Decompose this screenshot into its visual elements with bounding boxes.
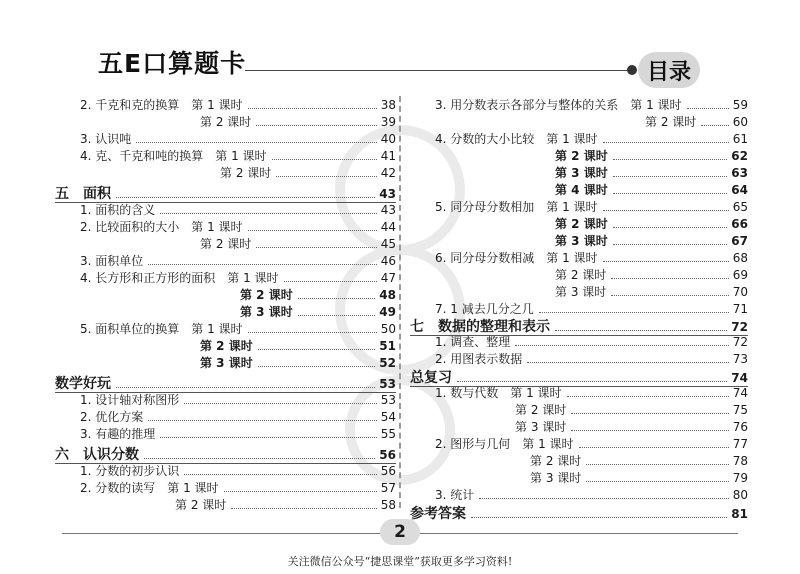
toc-entry-title: 2. 用图表示数据 (435, 352, 523, 366)
toc-entry-title: 第 3 课时 (200, 356, 253, 370)
left-toc-entry (80, 218, 396, 234)
toc-leader-dots (184, 474, 376, 475)
toc-leader-dots (611, 278, 728, 279)
toc-entry-page: 69 (732, 268, 748, 282)
toc-leader-dots (116, 387, 375, 388)
toc-entry-page: 39 (380, 115, 396, 129)
toc-entry-page: 65 (732, 200, 748, 214)
toc-leader-dots (231, 508, 376, 509)
header-dot-icon (627, 65, 637, 75)
right-toc-entry (410, 503, 748, 521)
toc-leader-dots (687, 108, 729, 109)
right-toc-entry (410, 316, 748, 334)
toc-leader-dots (248, 108, 377, 109)
toc-entry-page: 70 (732, 285, 748, 299)
toc-leader-dots (136, 142, 376, 143)
toc-leader-dots (184, 403, 376, 404)
toc-entry-page: 40 (380, 132, 396, 146)
toc-leader-dots (603, 142, 729, 143)
toc-entry-title: 1. 设计轴对称图形 (80, 393, 180, 407)
toc-entry-title: 第 2 课时 (200, 237, 252, 251)
page-number: 2 (380, 519, 420, 545)
toc-entry-page: 72 (732, 335, 748, 349)
toc-entry-page: 79 (732, 471, 748, 485)
toc-entry-title: 第 2 课时 (200, 339, 253, 353)
toc-entry-title: 第 2 课时 (530, 454, 582, 468)
toc-leader-dots (613, 176, 728, 177)
left-toc-entry (240, 286, 396, 302)
right-toc-entry (435, 435, 748, 451)
toc-entry-title: 1. 数与代数 第 1 课时 (435, 386, 562, 400)
toc-entry-title: 第 2 课时 (200, 115, 252, 129)
left-toc-entry (200, 337, 396, 353)
toc-leader-dots (613, 244, 728, 245)
left-toc-entry (55, 183, 396, 201)
section-rule (55, 392, 396, 393)
toc-entry-page: 68 (732, 251, 748, 265)
right-toc-entry (435, 486, 748, 502)
toc-entry-title: 6. 同分母分数相减 第 1 课时 (435, 251, 598, 265)
toc-entry-page: 64 (731, 183, 748, 197)
right-toc-entry (555, 283, 748, 299)
toc-leader-dots (116, 197, 375, 198)
toc-entry-title: 第 2 课时 (555, 149, 608, 163)
toc-leader-dots (611, 295, 728, 296)
right-toc-entry (555, 164, 748, 180)
left-toc-entry (200, 235, 396, 251)
left-toc-entry (80, 479, 396, 495)
toc-leader-dots (571, 413, 728, 414)
toc-entry-page: 44 (380, 220, 396, 234)
toc-entry-title: 5. 同分母分数相加 第 1 课时 (435, 200, 598, 214)
right-toc-entry (530, 452, 748, 468)
left-toc-entry (80, 130, 396, 146)
toc-entry-page: 62 (731, 149, 748, 163)
toc-leader-dots (298, 315, 376, 316)
toc-entry-page: 67 (731, 234, 748, 248)
toc-entry-title: 4. 长方形和正方形的面积 第 1 课时 (80, 271, 279, 285)
left-toc-entry (220, 164, 396, 180)
toc-leader-dots (298, 298, 376, 299)
toc-entry-page: 74 (731, 371, 748, 385)
toc-leader-dots (258, 349, 376, 350)
left-toc-entry (80, 201, 396, 217)
toc-entry-page: 74 (732, 386, 748, 400)
toc-leader-dots (579, 447, 729, 448)
toc-leader-dots (603, 210, 729, 211)
toc-entry-title: 七 数据的整理和表示 (410, 319, 550, 335)
right-toc-entry (435, 198, 748, 214)
toc-entry-page: 75 (732, 403, 748, 417)
toc-entry-page: 60 (732, 115, 748, 129)
toc-entry-page: 46 (380, 254, 396, 268)
left-toc-entry (55, 444, 396, 462)
toc-leader-dots (539, 312, 729, 313)
toc-leader-dots (272, 159, 377, 160)
section-rule (410, 386, 748, 387)
toc-entry-page: 54 (380, 410, 396, 424)
toc-entry-title: 第 2 课时 (555, 268, 607, 282)
toc-entry-page: 43 (379, 187, 396, 201)
toc-entry-page: 51 (379, 339, 396, 353)
toc-entry-page: 57 (380, 481, 396, 495)
header-rule (245, 70, 630, 71)
toc-entry-title: 数学好玩 (55, 376, 111, 392)
right-toc-entry (530, 469, 748, 485)
book-title: 五E口算题卡 (98, 49, 247, 78)
right-toc-entry (555, 147, 748, 163)
toc-entry-title: 7. 1 减去几分之几 (435, 302, 534, 316)
left-toc-entry (240, 303, 396, 319)
toc-leader-dots (144, 458, 375, 459)
toc-leader-dots (148, 264, 376, 265)
right-toc-entry (435, 350, 748, 366)
toc-entry-title: 第 3 课时 (530, 471, 582, 485)
toc-entry-page: 76 (732, 420, 748, 434)
toc-entry-title: 1. 调查、整理 (435, 335, 511, 349)
toc-entry-title: 第 3 课时 (555, 285, 607, 299)
toc-leader-dots (479, 498, 728, 499)
right-toc-entry (555, 266, 748, 282)
toc-entry-page: 43 (380, 203, 396, 217)
toc-entry-title: 五 面积 (55, 186, 111, 202)
toc-badge: 目录 (638, 52, 700, 88)
toc-leader-dots (258, 366, 376, 367)
section-rule (55, 202, 396, 203)
right-toc-entry (555, 215, 748, 231)
toc-entry-title: 第 2 课时 (555, 217, 608, 231)
toc-entry-title: 2. 分数的读写 第 1 课时 (80, 481, 219, 495)
toc-leader-dots (256, 247, 376, 248)
toc-entry-title: 第 2 课时 (515, 403, 567, 417)
toc-entry-page: 61 (732, 132, 748, 146)
toc-entry-title: 第 2 课时 (645, 115, 697, 129)
left-toc-entry (200, 354, 396, 370)
toc-leader-dots (527, 362, 728, 363)
right-toc-entry (435, 249, 748, 265)
right-toc-entry (435, 300, 748, 316)
section-rule (410, 335, 748, 336)
column-divider (399, 96, 401, 508)
toc-entry-title: 1. 面积的含义 (80, 203, 156, 217)
toc-entry-title: 第 3 课时 (555, 166, 608, 180)
toc-leader-dots (248, 332, 377, 333)
toc-entry-title: 第 4 课时 (555, 183, 608, 197)
left-toc-entry (80, 320, 396, 336)
toc-entry-page: 56 (380, 464, 396, 478)
toc-entry-page: 53 (380, 393, 396, 407)
toc-leader-dots (276, 176, 376, 177)
left-toc-entry (80, 269, 396, 285)
toc-entry-title: 2. 图形与几何 第 1 课时 (435, 437, 574, 451)
toc-entry-page: 42 (380, 166, 396, 180)
toc-leader-dots (160, 437, 376, 438)
toc-entry-page: 66 (731, 217, 748, 231)
toc-leader-dots (471, 517, 727, 518)
toc-entry-page: 45 (380, 237, 396, 251)
right-toc-entry (515, 401, 748, 417)
toc-entry-page: 49 (379, 305, 396, 319)
toc-entry-page: 78 (732, 454, 748, 468)
toc-entry-title: 3. 认识吨 (80, 132, 132, 146)
toc-entry-title: 3. 面积单位 (80, 254, 144, 268)
toc-entry-page: 53 (379, 377, 396, 391)
toc-entry-page: 80 (732, 488, 748, 502)
toc-entry-title: 参考答案 (410, 506, 466, 522)
toc-leader-dots (613, 227, 728, 228)
toc-entry-page: 81 (731, 507, 748, 521)
toc-entry-page: 52 (379, 356, 396, 370)
toc-entry-title: 总复习 (410, 370, 452, 386)
footer-note: 关注微信公众号“捷思课堂”获取更多学习资料! (287, 555, 513, 568)
toc-entry-title: 4. 分数的大小比较 第 1 课时 (435, 132, 598, 146)
toc-leader-dots (248, 230, 377, 231)
section-rule (55, 463, 396, 464)
left-toc-entry (200, 113, 396, 129)
toc-leader-dots (613, 193, 728, 194)
toc-entry-page: 77 (732, 437, 748, 451)
left-toc-entry (80, 147, 396, 163)
toc-entry-title: 2. 比较面积的大小 第 1 课时 (80, 220, 243, 234)
right-toc-entry (555, 232, 748, 248)
toc-entry-title: 第 3 课时 (555, 234, 608, 248)
toc-entry-title: 第 3 课时 (515, 420, 567, 434)
toc-entry-page: 55 (380, 427, 396, 441)
right-toc-entry (515, 418, 748, 434)
toc-leader-dots (586, 481, 728, 482)
left-toc-entry (80, 391, 396, 407)
toc-entry-title: 2. 千克和克的换算 第 1 课时 (80, 98, 243, 112)
left-toc-entry (80, 462, 396, 478)
toc-entry-title: 第 2 课时 (220, 166, 272, 180)
right-toc-entry (555, 181, 748, 197)
toc-entry-title: 六 认识分数 (55, 447, 139, 463)
toc-entry-title: 4. 克、千克和吨的换算 第 1 课时 (80, 149, 267, 163)
toc-entry-title: 5. 面积单位的换算 第 1 课时 (80, 322, 243, 336)
toc-leader-dots (567, 396, 729, 397)
toc-entry-title: 2. 优化方案 (80, 410, 144, 424)
toc-entry-page: 48 (379, 288, 396, 302)
toc-entry-title: 第 2 课时 (175, 498, 227, 512)
toc-leader-dots (515, 345, 728, 346)
right-toc-entry (435, 130, 748, 146)
toc-leader-dots (586, 464, 728, 465)
right-toc-entry (410, 367, 748, 385)
toc-leader-dots (701, 125, 728, 126)
left-toc-entry (80, 408, 396, 424)
toc-entry-title: 第 3 课时 (240, 305, 293, 319)
toc-entry-title: 3. 统计 (435, 488, 475, 502)
left-toc-entry (80, 425, 396, 441)
toc-entry-page: 58 (380, 498, 396, 512)
toc-leader-dots (603, 261, 729, 262)
left-toc-entry (55, 373, 396, 391)
toc-entry-page: 59 (732, 98, 748, 112)
toc-entry-page: 63 (731, 166, 748, 180)
left-toc-entry (80, 96, 396, 112)
toc-entry-page: 41 (380, 149, 396, 163)
toc-entry-page: 73 (732, 352, 748, 366)
toc-leader-dots (457, 381, 727, 382)
right-toc-entry (435, 96, 748, 112)
toc-leader-dots (284, 281, 377, 282)
toc-entry-page: 47 (380, 271, 396, 285)
toc-leader-dots (555, 330, 727, 331)
left-toc-entry (175, 496, 396, 512)
toc-entry-page: 50 (380, 322, 396, 336)
toc-leader-dots (160, 213, 376, 214)
toc-leader-dots (613, 159, 728, 160)
toc-leader-dots (571, 430, 728, 431)
toc-leader-dots (256, 125, 376, 126)
toc-leader-dots (148, 420, 376, 421)
toc-entry-page: 56 (379, 448, 396, 462)
toc-entry-title: 第 2 课时 (240, 288, 293, 302)
right-toc-entry (645, 113, 748, 129)
toc-entry-page: 71 (732, 302, 748, 316)
toc-entry-page: 38 (380, 98, 396, 112)
toc-leader-dots (224, 491, 377, 492)
toc-entry-page: 72 (731, 320, 748, 334)
toc-entry-title: 3. 用分数表示各部分与整体的关系 第 1 课时 (435, 98, 682, 112)
toc-entry-title: 3. 有趣的推理 (80, 427, 156, 441)
left-toc-entry (80, 252, 396, 268)
toc-entry-title: 1. 分数的初步认识 (80, 464, 180, 478)
